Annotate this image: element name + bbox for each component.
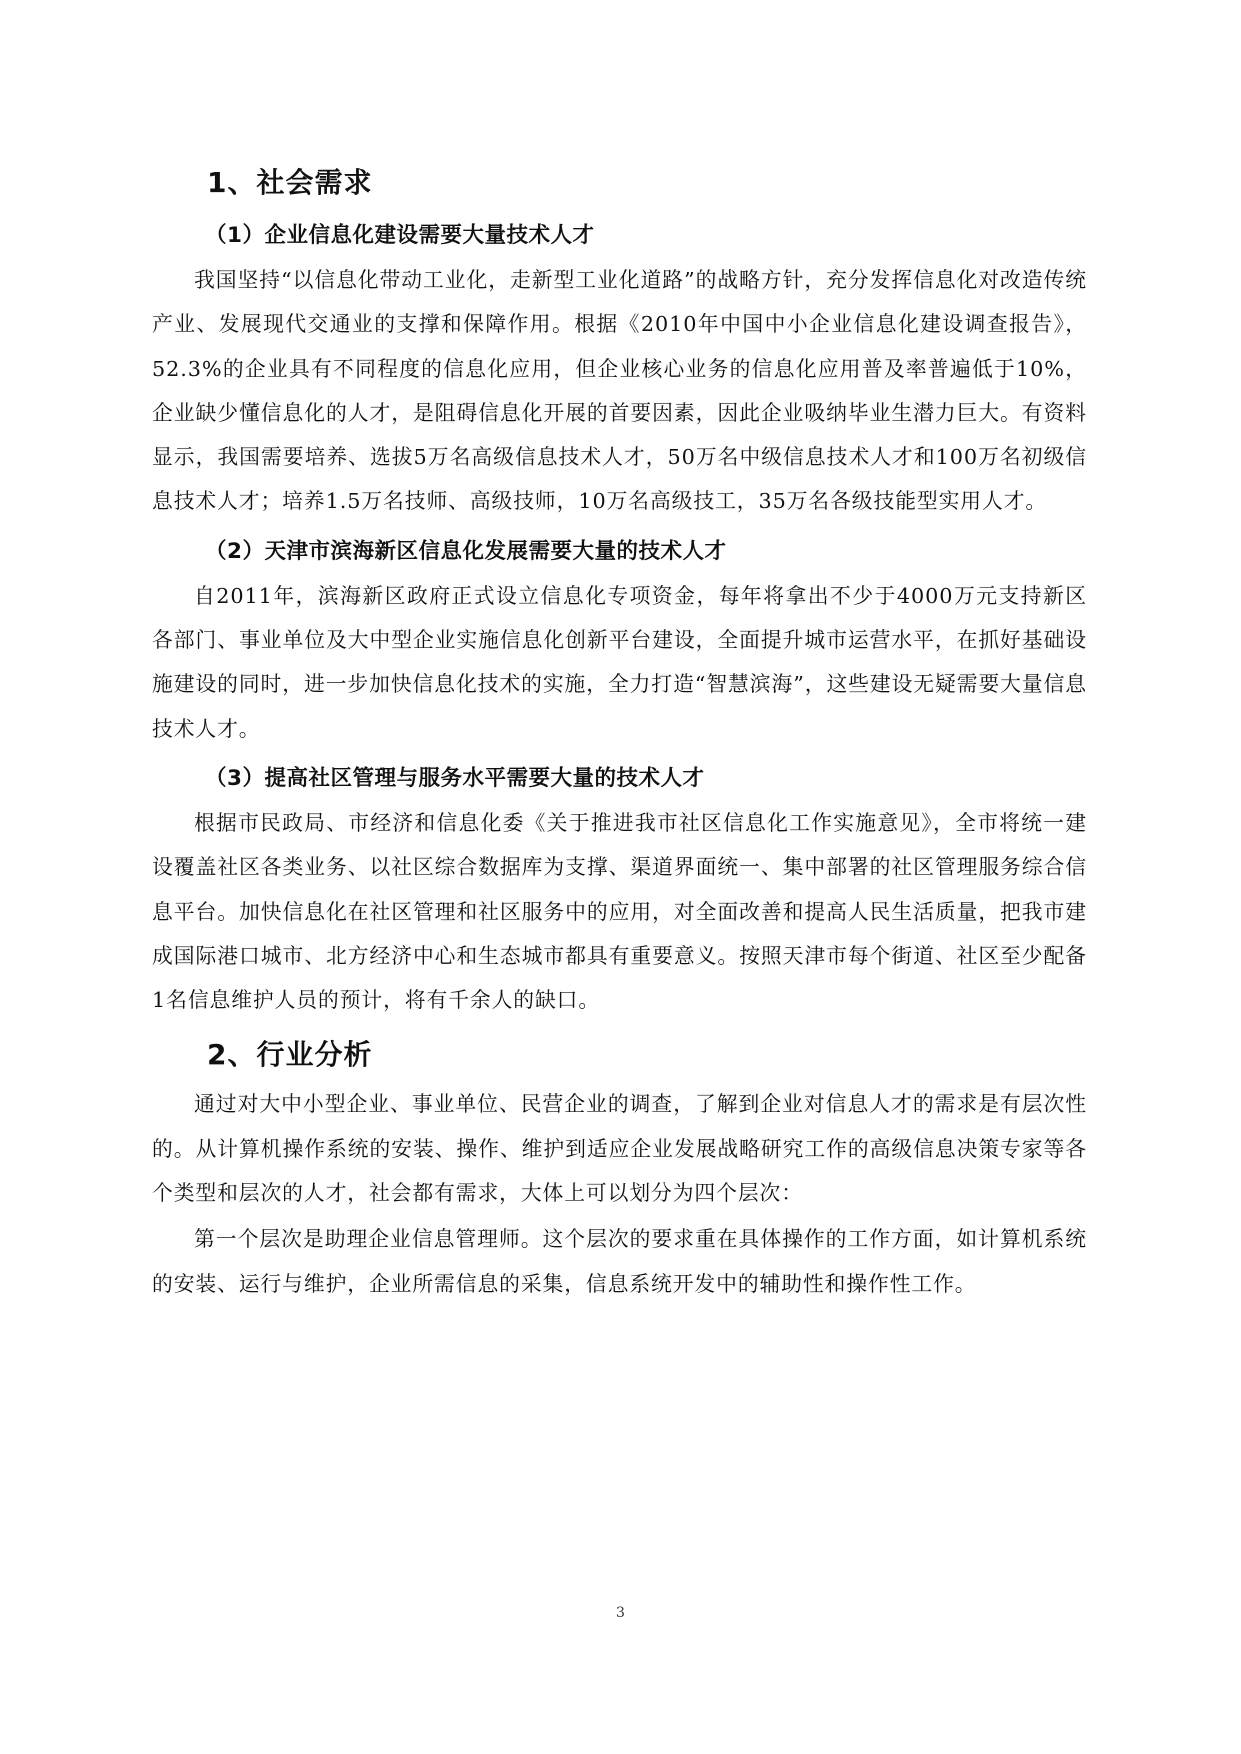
section-heading-industry-analysis: 2、行业分析 — [207, 1038, 373, 1072]
paragraph-community-management: 根据市民政局、市经济和信息化委《关于推进我市社区信息化工作实施意见》，全市将统一建设覆盖社区各类业务、以社区综合数据库为支撑、渠道界面统一、集中部署的社区管理服务综合信息平台。加快信息化在社区管理和社区服务中的应用，对全面改善和提高人民生活质量，把我市建成国际港口城市、北方经济中心和生态城市都具有重要意义。按照天津市每个街道、社区至少配备1名信息维护人员的预计，将有千余人的缺口。 — [152, 810, 1087, 1013]
subsection-heading-community-management: （3）提高社区管理与服务水平需要大量的技术人才 — [205, 765, 705, 791]
page-content — [152, 158, 1087, 1306]
section-heading-social-demand: 1、社会需求 — [207, 166, 373, 199]
subsection-heading-enterprise-informatization: （1）企业信息化建设需要大量技术人才 — [205, 223, 595, 248]
paragraph-industry-analysis-intro: 通过对大中小型企业、事业单位、民营企业的调查，了解到企业对信息人才的需求是有层次性的。从计算机操作系统的安装、操作、维护到适应企业发展战略研究工作的高级信息决策专家等各个类型和层次的人才，社会都有需求，大体上可以划分为四个层次： — [152, 1092, 1087, 1206]
page-number: 3 — [616, 1605, 625, 1621]
paragraph-binhai-new-area: 自2011年，滨海新区政府正式设立信息化专项资金，每年将拿出不少于4000万元支持新区各部门、事业单位及大中型企业实施信息化创新平台建设，全面提升城市运营水平，在抓好基础设施建设的同时，进一步加快信息化技术的实施，全力打造“智慧滨海”，这些建设无疑需要大量信息技术人才。 — [152, 583, 1087, 741]
paragraph-first-level: 第一个层次是助理企业信息管理师。这个层次的要求重在具体操作的工作方面，如计算机系统的安装、运行与维护，企业所需信息的采集，信息系统开发中的辅助性和操作性工作。 — [152, 1227, 1087, 1296]
paragraph-enterprise-informatization: 我国坚持“以信息化带动工业化，走新型工业化道路”的战略方针，充分发挥信息化对改造传统产业、发展现代交通业的支撑和保障作用。根据《2010年中国中小企业信息化建设调查报告》，52.3%的企业具有不同程度的信息化应用，但企业核心业务的信息化应用普及率普遍低于10%，企业缺少懂信息化的人才，是阻碍信息化开展的首要因素，因此企业吸纳毕业生潜力巨大。有资料显示，我国需要培养、选拔5万名高级信息技术人才，50万名中级信息技术人才和100万名初级信息技术人才；培养1.5万名技师、高级技师，10万名高级技工，35万名各级技能型实用人才。 — [152, 268, 1087, 514]
subsection-heading-binhai-new-area: （2）天津市滨海新区信息化发展需要大量的技术人才 — [205, 538, 727, 564]
